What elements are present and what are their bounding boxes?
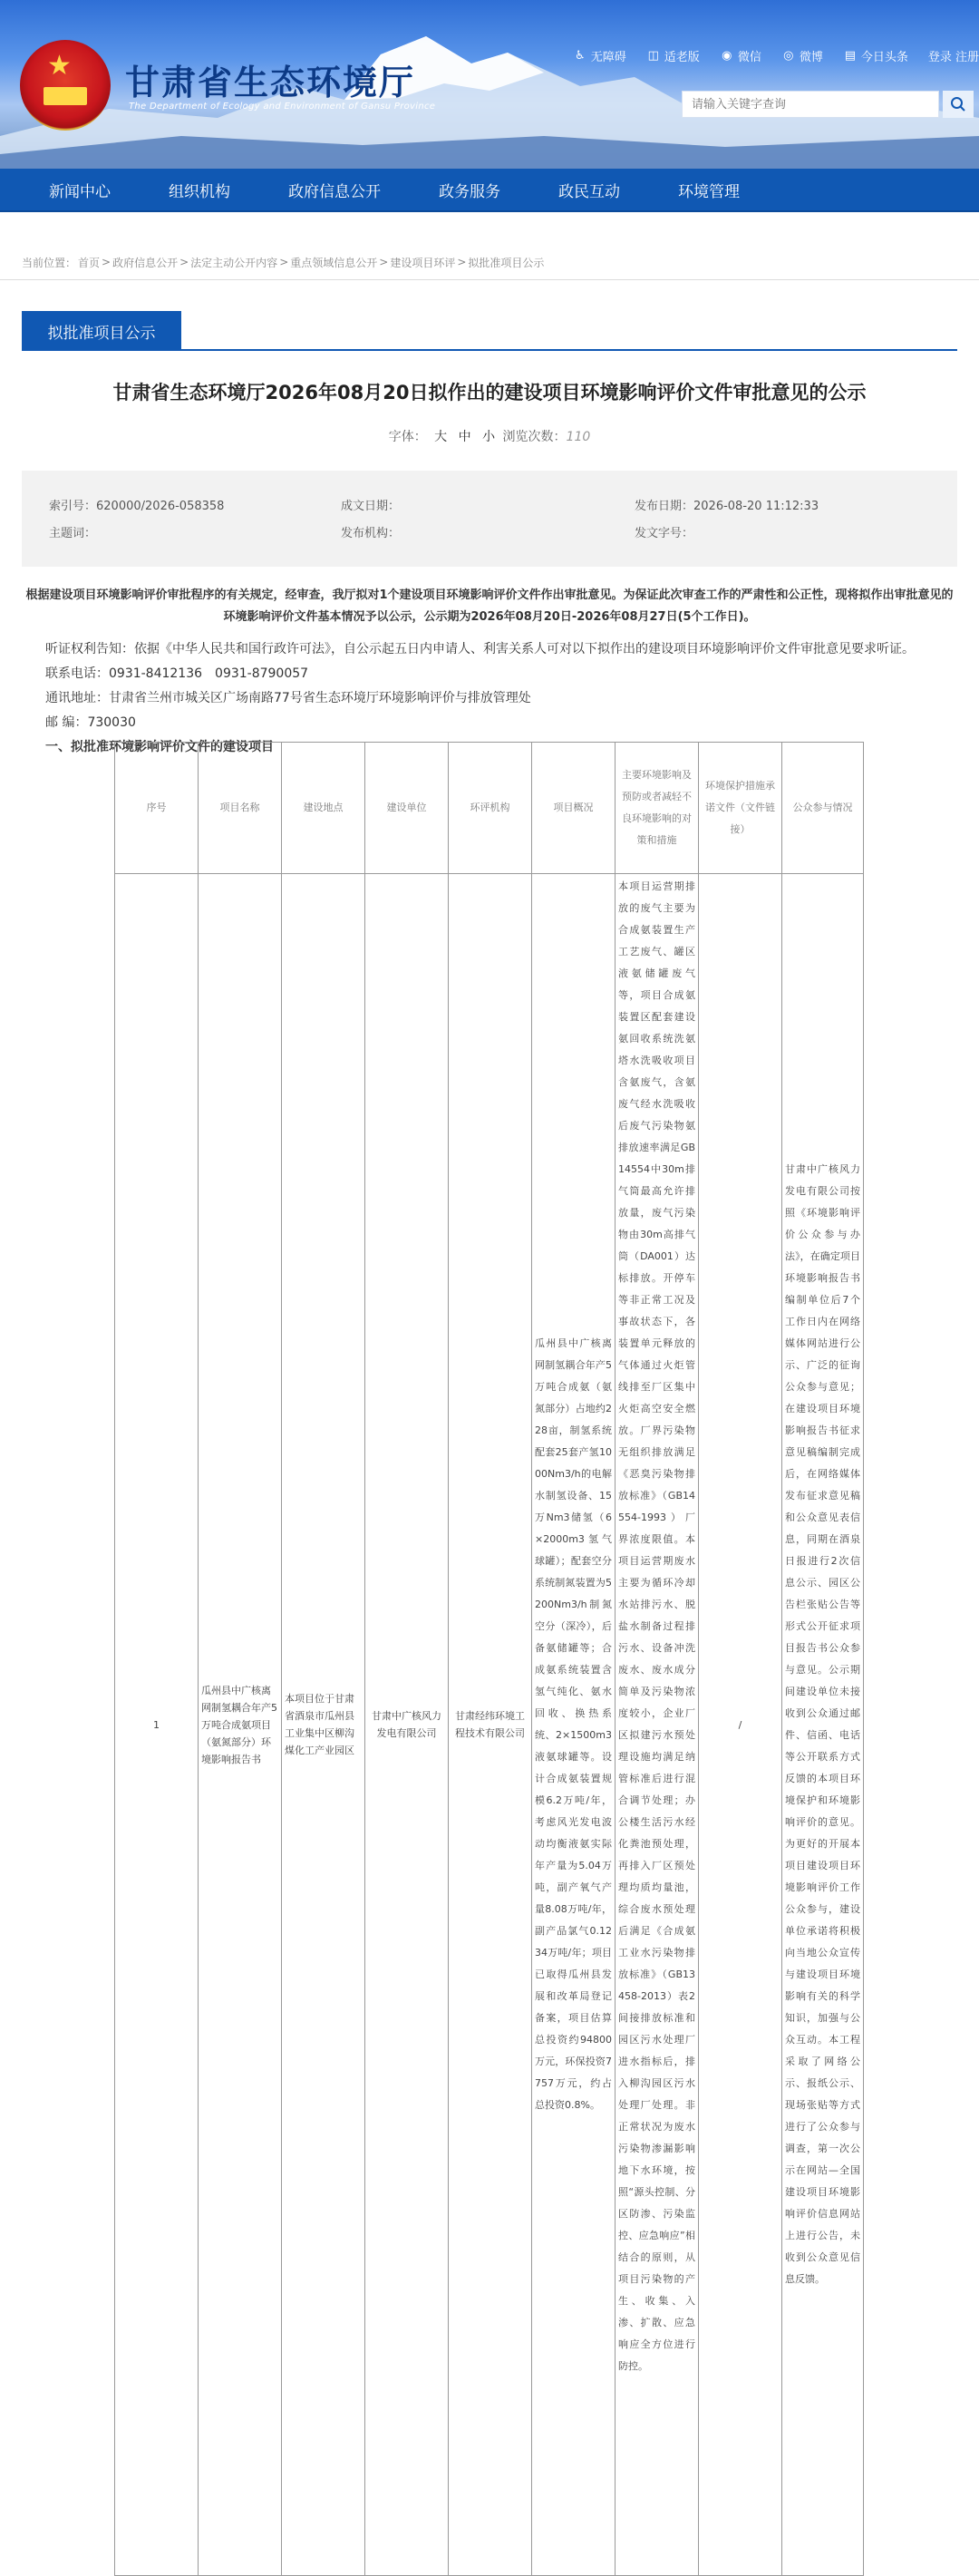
nav-item-services[interactable]: 政务服务 bbox=[439, 182, 500, 201]
search-box bbox=[682, 91, 939, 118]
article-title: 甘肃省生态环境厅2026年08月20日拟作出的建设项目环境影响评价文件审批意见的公示 bbox=[112, 382, 867, 403]
wechat-icon: ◉ bbox=[722, 48, 732, 63]
wechat-link[interactable]: ◉ 微信 bbox=[720, 47, 761, 64]
projects-table bbox=[114, 742, 864, 2576]
publish-date: 2026-08-20 11:12:33 bbox=[693, 500, 819, 513]
login-register-link[interactable]: 登录 注册 bbox=[927, 51, 979, 64]
site-title: 甘肃省生态环境厅 bbox=[125, 62, 416, 102]
header-location: 建设地点 bbox=[282, 743, 365, 874]
header-overview: 项目概况 bbox=[532, 743, 616, 874]
nav-item-interaction[interactable]: 政民互动 bbox=[558, 182, 620, 201]
projects-heading: 一、拟批准环境影响评价文件的建设项目 bbox=[45, 740, 274, 754]
section-header bbox=[22, 309, 957, 351]
top-links bbox=[553, 47, 979, 64]
article-meta: 索引号：620000/2026-058358 成文日期： 发布日期：2026-08-20 11:12:33 主题词： 发布机构： 发文字号： bbox=[22, 471, 957, 567]
cell-no: 1 bbox=[115, 874, 199, 2576]
font-large-button[interactable]: 大 bbox=[434, 430, 448, 444]
header-commitment: 环境保护措施承诺文件（文件链接） bbox=[699, 743, 782, 874]
breadcrumb-key-areas[interactable]: 重点领域信息公开 bbox=[290, 256, 378, 269]
table-header-row bbox=[115, 743, 864, 874]
cell-commitment: / bbox=[699, 874, 782, 2576]
table-row bbox=[115, 874, 864, 2576]
weibo-icon: ◎ bbox=[783, 48, 794, 63]
cell-overview: 瓜州县中广核离网制氢耦合年产5万吨合成氨（氨氮部分）占地约228亩，制氢系统配套25套产氢1000Nm3/h的电解水制氢设备、15万Nm3储氢（6×2000m3氢气球罐）；配套空分系统制氮装置为5200Nm3/h制氮空分（深冷），后备氨储罐等；合成氨系统装置含氢气纯化、氨水回收、换热系统、2×1500m3液氨球罐等。设计合成氨装置规模6.2万吨/年，考虑风光发电波动均衡液氨实际年产量为5.04万吨，副产氧气产量8.08万吨/年，副产品氯气0.1234万吨/年；项目已取得瓜州县发展和改革局登记备案，项目估算总投资约94800万元，环保投资7757万元，约占总投资0.8%。 bbox=[532, 874, 616, 2576]
nav-item-gov-info[interactable]: 政府信息公开 bbox=[288, 182, 381, 201]
cell-public: 甘肃中广核风力发电有限公司按照《环境影响评价公众参与办法》，在确定项目环境影响报告书编制单位后7个工作日内在网络媒体网站进行公示、广泛的征询公众参与意见；在建设项目环境影响报告书征求意见稿编制完成后，在网络媒体发布征求意见稿和公众意见表信息，同期在酒泉日报进行2次信息公示、园区公告栏张贴公告等形式公开征求项目报告书公众参与意见。公示期间建设单位未接收到公众通过邮件、信函、电话等公开联系方式反馈的本项目环境保护和环境影响评价的意见。为更好的开展本项目建设项目环境影响评价工作公众参与，建设单位承诺将积极向当地公众宣传与建设项目环境影响有关的科学知识，加强与公众互动。本工程采取了网络公示、报纸公示、现场张贴等方式进行了公众参与调查，第一次公示在网站—全国建设项目环境影响评价信息网站上进行公告，未收到公众意见信息反馈。 bbox=[782, 874, 864, 2576]
index-number: 620000/2026-058358 bbox=[96, 500, 225, 513]
header-no: 序号 bbox=[115, 743, 199, 874]
search-icon bbox=[950, 96, 966, 112]
main-nav bbox=[0, 169, 979, 212]
weibo-link[interactable]: ◎ 微博 bbox=[781, 47, 823, 64]
cell-location: 本项目位于甘肃省酒泉市瓜州县工业集中区柳沟煤化工产业园区 bbox=[282, 874, 365, 2576]
contact-phone: 联系电话：0931-8412136 0931-8790057 bbox=[45, 666, 309, 681]
nav-item-organization[interactable]: 组织机构 bbox=[169, 182, 230, 201]
mailing-address: 通讯地址：甘肃省兰州市城关区广场南路77号省生态环境厅环境影响评价与排放管理处 bbox=[45, 691, 531, 705]
header-public: 公众参与情况 bbox=[782, 743, 864, 874]
cell-measures: 本项目运营期排放的废气主要为合成氨装置生产工艺废气、罐区液氨储罐废气等，项目合成氨装置区配套建设氨回收系统洗氨塔水洗吸收项目含氨废气，含氨废气经水洗吸收后废气污染物氨排放速率满足GB14554中30m排气筒最高允许排放量，废气污染物由30m高排气筒（DA001）达标排放。开停车等非正常工况及事故状态下，各装置单元释放的气体通过火炬管线排至厂区集中火炬高空安全燃放。厂界污染物无组织排放满足《恶臭污染物排放标准》（GB14554-1993）厂界浓度限值。本项目运营期废水主要为循环冷却水站排污水、脱盐水制备过程排污水、设备冲洗废水、废水成分简单及污染物浓度较小，企业厂区拟建污水预处理设施均满足纳管标准后进行混合调节处理；办公楼生活污水经化粪池预处理，再排入厂区预处理均质均量池，综合废水预处理后满足《合成氨工业水污染物排放标准》（GB13458-2013）表2间接排放标准和园区污水处理厂进水指标后，排入柳沟园区污水处理厂处理。非正常状况为废水污染物渗漏影响地下水环境，按照“源头控制、分区防渗、污染监控、应急响应”相结合的原则，从项目污染物的产生、收集、入渗、扩散、应急响应全方位进行防控。 bbox=[616, 874, 699, 2576]
view-count: 110 bbox=[566, 430, 591, 444]
breadcrumb-current[interactable]: 拟批准项目公示 bbox=[468, 256, 545, 269]
hearing-notice: 听证权利告知：依据《中华人民共和国行政许可法》，自公示起五日内申请人、利害关系人可对以下拟作出的建设项目环境影响评价文件审批意见要求听证。 bbox=[45, 642, 915, 656]
site-header bbox=[0, 0, 979, 169]
intro-paragraph: 根据建设项目环境影响评价审批程序的有关规定，经审查，我厅拟对1个建设项目环境影响评价文件作出审批意见。为保证此次审查工作的严肃性和公正性，现将拟作出审批意见的环境影响评价文件基本情况予以公示，公示期为2026年08月20日-2026年08月27日(5个工作日)。 bbox=[25, 588, 954, 624]
elder-mode-icon: ◫ bbox=[647, 48, 659, 63]
breadcrumb-eia[interactable]: 建设项目环评 bbox=[390, 256, 456, 269]
header-measures: 主要环境影响及预防或者减轻不良环境影响的对策和措施 bbox=[616, 743, 699, 874]
site-subtitle: The Department of Ecology and Environment of Gansu Province bbox=[129, 102, 436, 112]
cell-name: 瓜州县中广核离网制氢耦合年产5万吨合成氨项目（氨氮部分）环境影响报告书 bbox=[199, 874, 282, 2576]
accessibility-link[interactable]: ♿ 无障碍 bbox=[573, 47, 626, 64]
search-input[interactable] bbox=[683, 92, 945, 117]
cell-builder: 甘肃中广核风力发电有限公司 bbox=[365, 874, 449, 2576]
accessibility-icon: ♿ bbox=[574, 48, 586, 63]
header-builder: 建设单位 bbox=[365, 743, 449, 874]
nav-item-env-management[interactable]: 环境管理 bbox=[678, 182, 740, 201]
national-emblem-icon: ★ bbox=[20, 40, 111, 131]
font-size-row: 字体： 大 中 小 浏览次数：110 bbox=[388, 430, 591, 444]
breadcrumb-legal-disclosure[interactable]: 法定主动公开内容 bbox=[190, 256, 278, 269]
header-name: 项目名称 bbox=[199, 743, 282, 874]
postcode: 邮 编：730030 bbox=[45, 715, 136, 730]
cell-agency: 甘肃经纬环境工程技术有限公司 bbox=[449, 874, 532, 2576]
breadcrumb-home[interactable]: 首页 bbox=[78, 256, 101, 269]
section-tab: 拟批准项目公示 bbox=[22, 311, 181, 351]
font-small-button[interactable]: 小 bbox=[482, 430, 496, 444]
elder-mode-link[interactable]: ◫ 适老版 bbox=[647, 48, 700, 64]
nav-item-news[interactable]: 新闻中心 bbox=[49, 182, 111, 201]
font-medium-button[interactable]: 中 bbox=[458, 430, 471, 444]
breadcrumb-gov-info[interactable]: 政府信息公开 bbox=[112, 256, 179, 269]
breadcrumb: 当前位置： 首页 > 政府信息公开 > 法定主动公开内容 > 重点领域信息公开 > 建设项目环评 > 拟批准项目公示 bbox=[0, 245, 979, 280]
info-block bbox=[0, 637, 979, 759]
header-agency: 环评机构 bbox=[449, 743, 532, 874]
toutiao-link[interactable]: ▤ 今日头条 bbox=[844, 48, 908, 64]
search-button[interactable] bbox=[943, 91, 974, 118]
toutiao-icon: ▤ bbox=[844, 48, 856, 63]
